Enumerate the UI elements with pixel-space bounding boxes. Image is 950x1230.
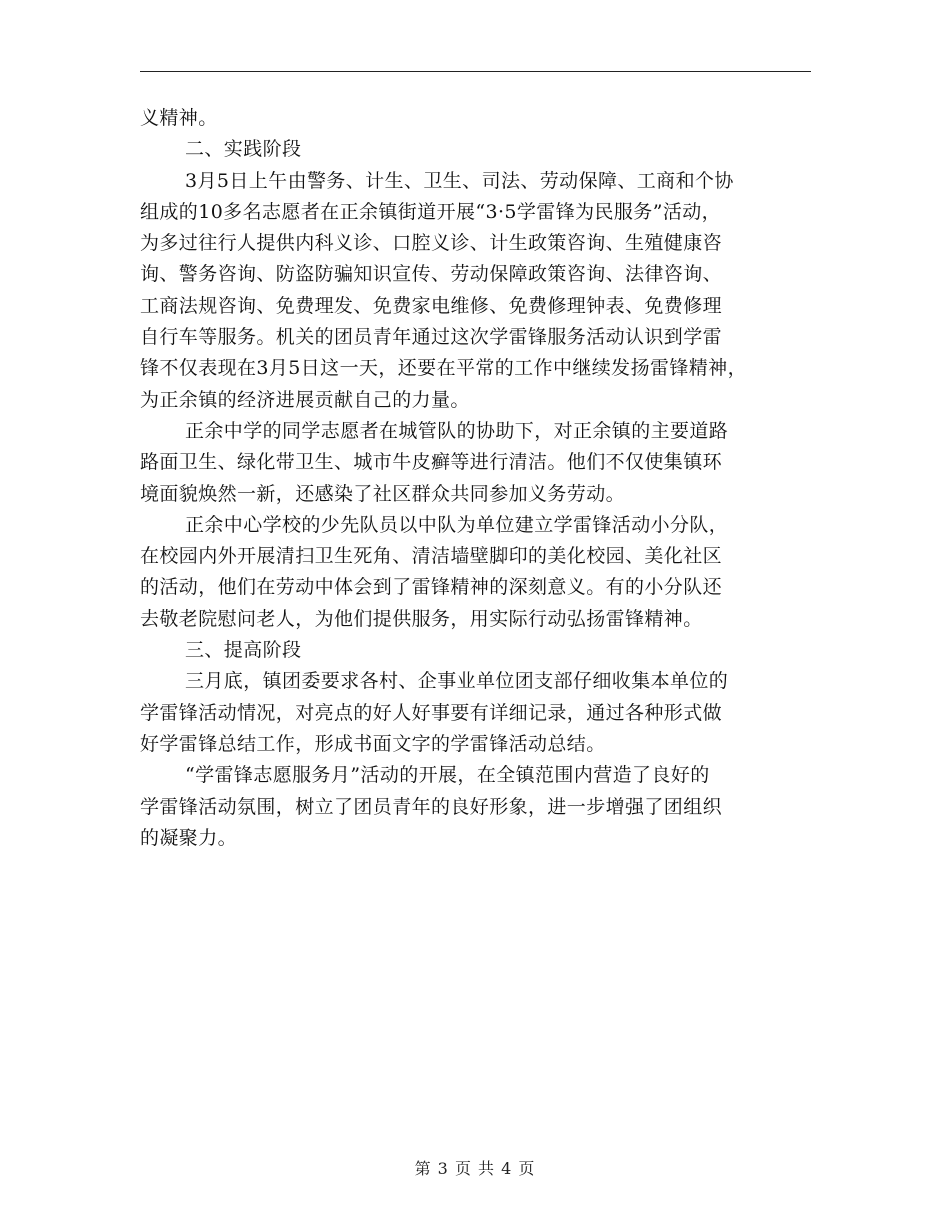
text-line: “学雷锋志愿服务月”活动的开展，在全镇范围内营造了良好的 — [185, 764, 710, 787]
text-line: 二、实践阶段 — [185, 138, 302, 161]
text-line: 三、提高阶段 — [185, 639, 302, 662]
text-line: 的凝聚力。 — [140, 826, 238, 849]
page-footer: 第 3 页 共 4 页 — [414, 1159, 536, 1178]
text-line: 为正余镇的经济进展贡献自己的力量。 — [140, 388, 470, 411]
text-line: 询、警务咨询、防盗防骗知识宣传、劳动保障政策咨询、法律咨询、 — [140, 263, 723, 286]
text-line: 为多过往行人提供内科义诊、口腔义诊、计生政策咨询、生殖健康咨 — [140, 232, 723, 255]
text-line: 锋不仅表现在3月5日这一天，还要在平常的工作中继续发扬雷锋精神， — [140, 357, 747, 380]
text-line: 工商法规咨询、免费理发、免费家电维修、免费修理钟表、免费修理 — [140, 294, 723, 317]
text-line: 正余中学的同学志愿者在城管队的协助下，对正余镇的主要道路 — [185, 419, 729, 442]
text-line: 路面卫生、绿化带卫生、城市牛皮癣等进行清洁。他们不仅使集镇环 — [140, 451, 723, 474]
text-line: 学雷锋活动情况，对亮点的好人好事要有详细记录，通过各种形式做 — [140, 701, 723, 724]
text-line: 组成的10多名志愿者在正余镇街道开展“3·5学雷锋为民服务”活动， — [140, 200, 722, 223]
text-line: 的活动，他们在劳动中体会到了雷锋精神的深刻意义。有的小分队还 — [140, 576, 723, 599]
text-line: 自行车等服务。机关的团员青年通过这次学雷锋服务活动认识到学雷 — [140, 326, 723, 349]
document-body — [140, 103, 820, 854]
text-line: 义精神。 — [140, 107, 218, 129]
text-line: 正余中心学校的少先队员以中队为单位建立学雷锋活动小分队， — [185, 513, 729, 536]
text-line: 3月5日上午由警务、计生、卫生、司法、劳动保障、工商和个协 — [185, 169, 734, 192]
text-line: 学雷锋活动氛围，树立了团员青年的良好形象，进一步增强了团组织 — [140, 795, 723, 818]
text-line: 好学雷锋总结工作，形成书面文字的学雷锋活动总结。 — [140, 732, 606, 755]
text-line: 境面貌焕然一新，还感染了社区群众共同参加义务劳动。 — [140, 482, 626, 505]
text-line: 去敬老院慰问老人，为他们提供服务，用实际行动弘扬雷锋精神。 — [140, 607, 703, 630]
text-line: 三月底，镇团委要求各村、企事业单位团支部仔细收集本单位的 — [185, 670, 729, 693]
text-line: 在校园内外开展清扫卫生死角、清洁墙壁脚印的美化校园、美化社区 — [140, 545, 723, 568]
header-rule — [140, 71, 811, 72]
